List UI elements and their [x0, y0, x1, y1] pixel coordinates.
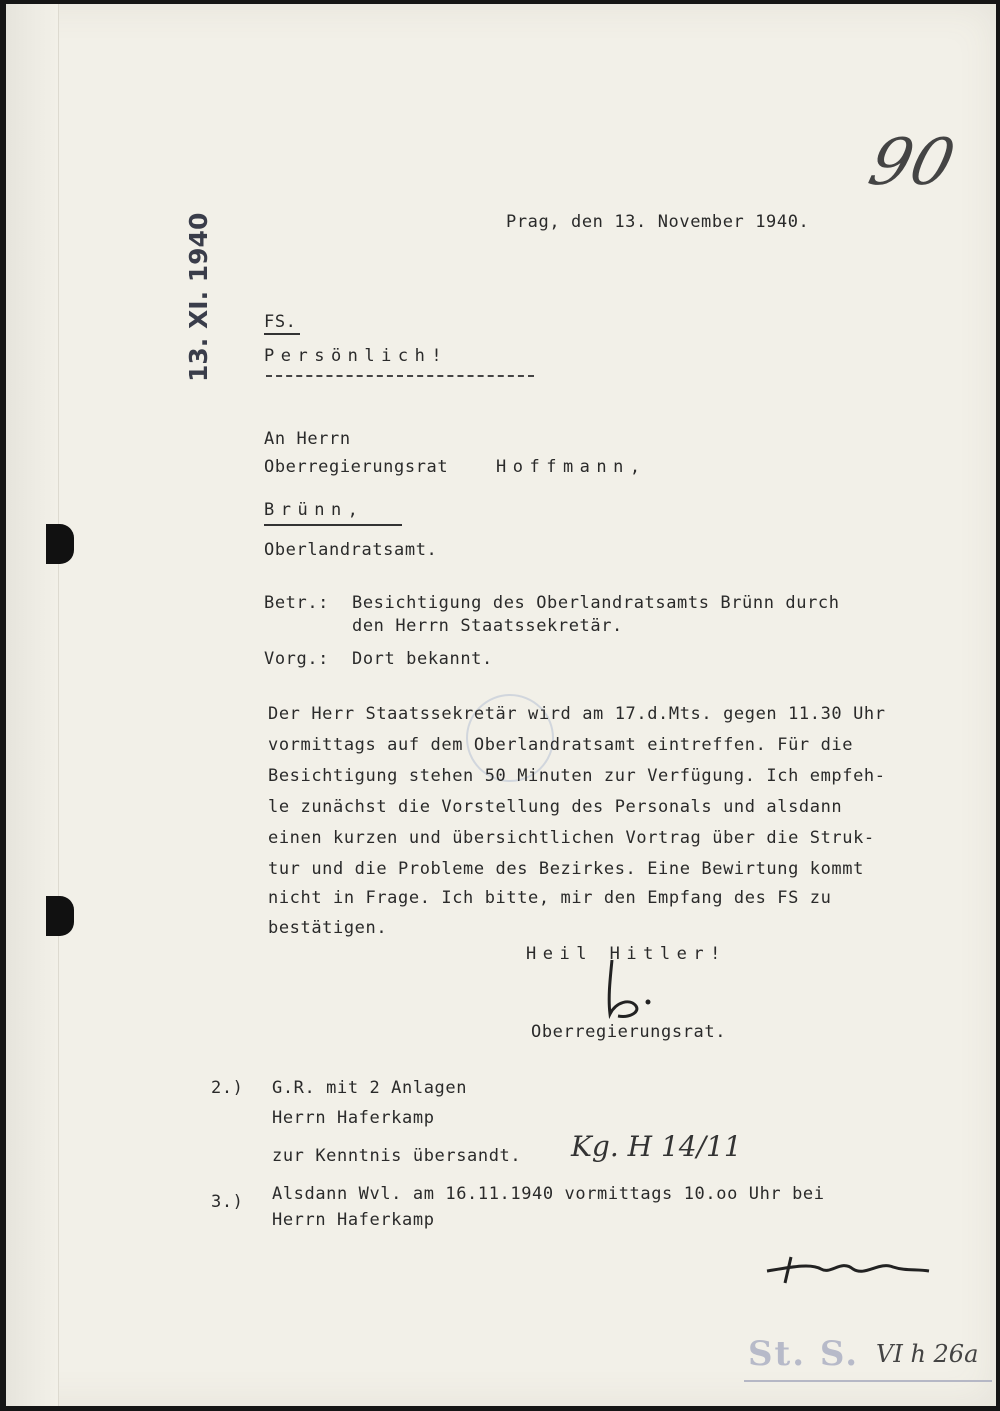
binder-margin — [6, 4, 59, 1406]
item-line: zur Kenntnis übersandt. — [272, 1146, 522, 1166]
item-number: 3.) — [211, 1192, 244, 1212]
file-stamp — [744, 1332, 992, 1382]
recipient-name: Hoffmann, — [496, 457, 647, 477]
vorg-label: Vorg.: — [264, 649, 330, 669]
signature-title: Oberregierungsrat. — [531, 1022, 727, 1042]
betr-line1: Besichtigung des Oberlandratsamts Brünn durch — [352, 593, 840, 613]
persoenlich-underline — [266, 375, 534, 377]
place-date: Prag, den 13. November 1940. — [506, 212, 810, 232]
body-line: vormittags auf dem Oberlandratsamt eintreffen. Für die — [268, 735, 854, 755]
persoenlich-label: Persönlich! — [264, 346, 449, 366]
document-page — [6, 4, 996, 1406]
punch-hole — [46, 524, 74, 564]
greeting: Heil Hitler! — [526, 944, 727, 964]
fs-underline — [264, 333, 300, 335]
body-line: nicht in Frage. Ich bitte, mir den Empfang des FS zu — [268, 888, 832, 908]
file-stamp-reference: VI h 26a — [876, 1340, 979, 1368]
recipient-city: Brünn, — [264, 500, 365, 520]
recipient-title: Oberregierungsrat — [264, 457, 449, 477]
recipient-office: Oberlandratsamt. — [264, 540, 438, 560]
signature-mark — [596, 954, 666, 1024]
item-line: Herrn Haferkamp — [272, 1210, 435, 1230]
body-line: tur und die Probleme des Bezirkes. Eine Bewirtung kommt — [268, 859, 864, 879]
betr-line2: den Herrn Staatssekretär. — [352, 616, 623, 636]
fs-label: FS. — [264, 312, 297, 332]
item-number: 2.) — [211, 1078, 244, 1098]
betr-label: Betr.: — [264, 593, 330, 613]
body-line: einen kurzen und übersichtlichen Vortrag über die Struk- — [268, 828, 875, 848]
item-line: Herrn Haferkamp — [272, 1108, 435, 1128]
item-line: G.R. mit 2 Anlagen — [272, 1078, 468, 1098]
body-line: le zunächst die Vorstellung des Personals und alsdann — [268, 797, 843, 817]
body-line: Der Herr Staatssekretär wird am 17.d.Mts. gegen 11.30 Uhr — [268, 704, 886, 724]
handwritten-initials: Kg. H 14/11 — [571, 1130, 742, 1163]
punch-hole — [46, 896, 74, 936]
received-date-stamp: 13. XI. 1940 — [184, 212, 213, 382]
city-underline — [264, 524, 402, 526]
vorg-text: Dort bekannt. — [352, 649, 493, 669]
folio-number: 90 — [861, 126, 962, 200]
file-stamp-text: St. S. — [748, 1334, 860, 1374]
recipient-line1: An Herrn — [264, 429, 351, 449]
handwritten-paraph — [761, 1249, 941, 1289]
body-line: bestätigen. — [268, 918, 388, 938]
body-line: Besichtigung stehen 50 Minuten zur Verfügung. Ich empfeh- — [268, 766, 886, 786]
item-line: Alsdann Wvl. am 16.11.1940 vormittags 10.oo Uhr bei — [272, 1184, 825, 1204]
